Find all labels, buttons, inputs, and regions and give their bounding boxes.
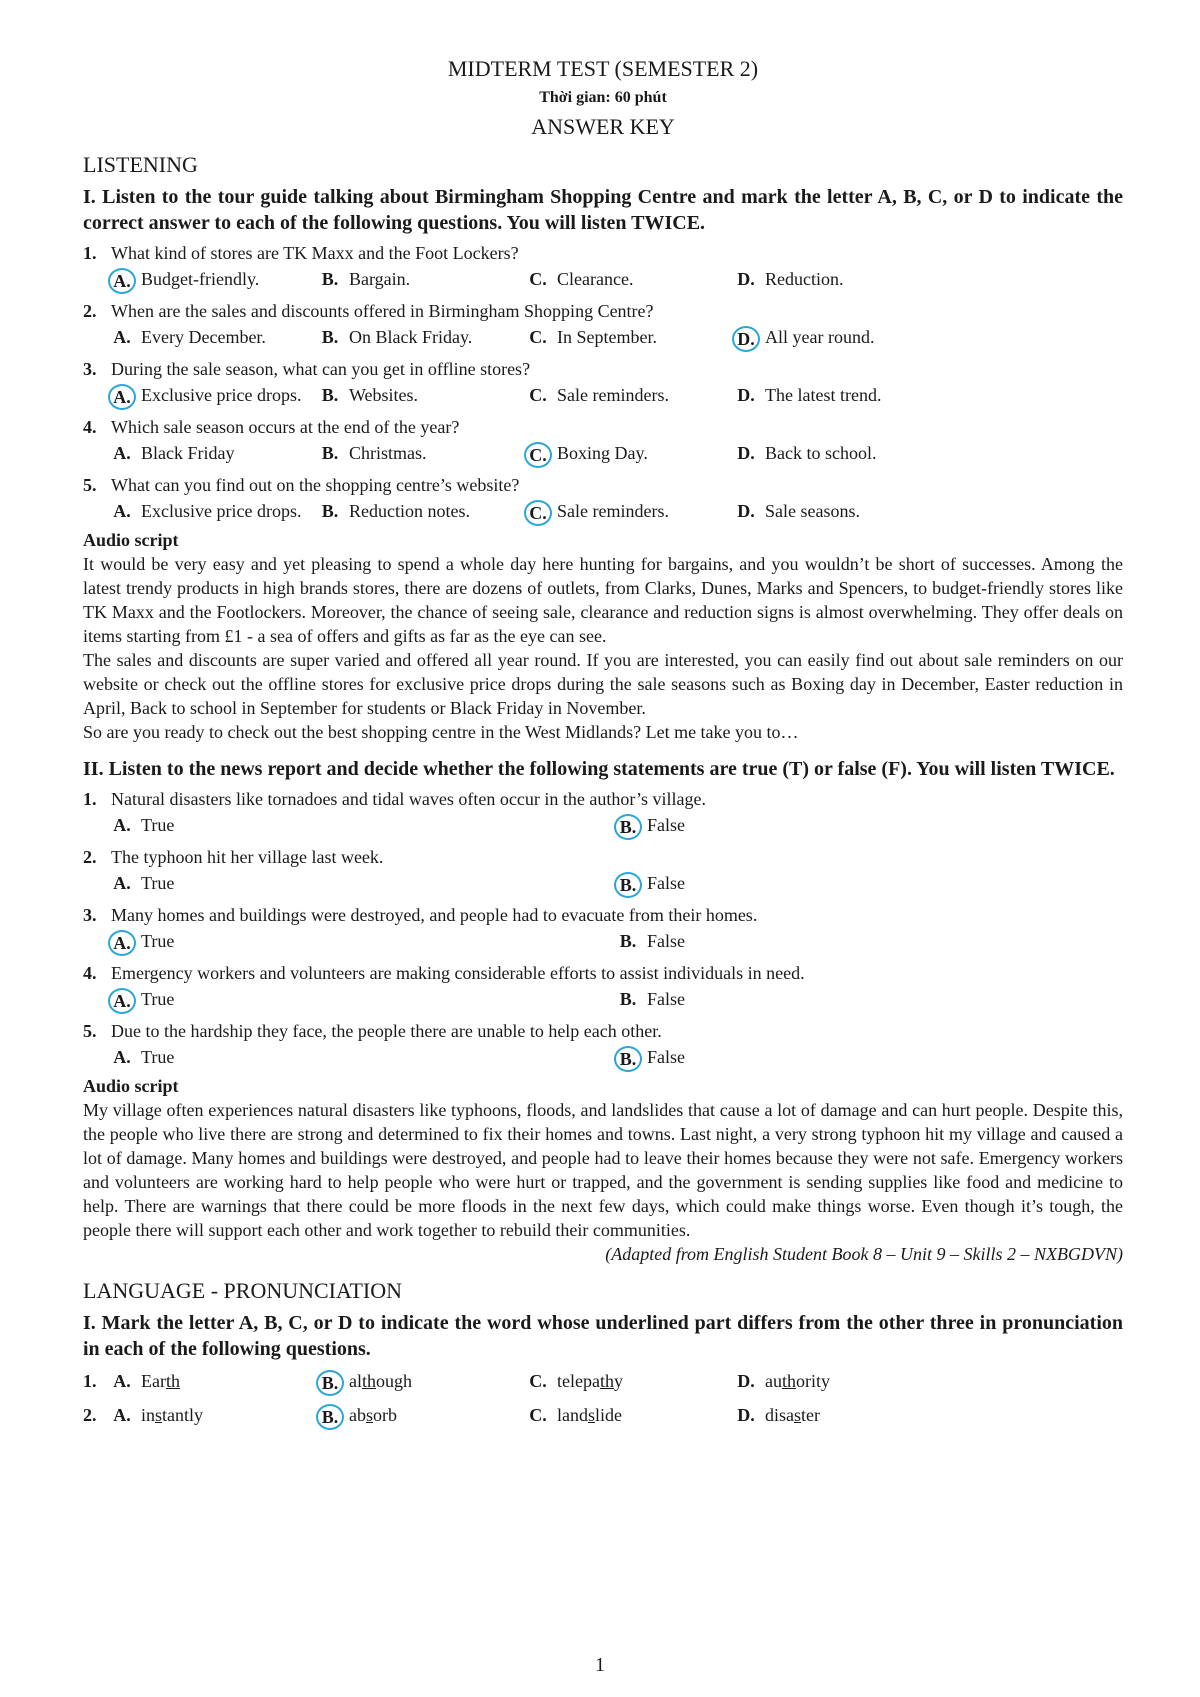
- audio-script-heading-1: Audio script: [83, 530, 179, 550]
- option-letter: A.: [113, 815, 131, 835]
- option-row: [83, 988, 1123, 1014]
- option: [111, 326, 319, 352]
- listening-part2-questions: [83, 786, 1123, 1072]
- answer-circle-letter: A.: [108, 384, 136, 410]
- option-letter: C.: [529, 1371, 547, 1391]
- option-text: Websites.: [349, 385, 419, 405]
- option-letter: B.: [321, 269, 339, 289]
- option-letter: A.: [113, 501, 131, 521]
- option-correct: [111, 988, 617, 1014]
- option-text: True: [141, 989, 175, 1009]
- option: [527, 268, 735, 294]
- option: [111, 500, 319, 526]
- option-text: Sale reminders.: [557, 385, 669, 405]
- option-text: False: [647, 815, 685, 835]
- option-letter: C.: [529, 269, 547, 289]
- option-letter: B.: [321, 327, 339, 347]
- question-number: 5.: [83, 1021, 97, 1041]
- answer-circle-letter: C.: [524, 442, 552, 468]
- option-text: Black Friday: [141, 443, 235, 463]
- option: [527, 384, 735, 410]
- option-word: [141, 1404, 203, 1426]
- underlined-part: s: [155, 1405, 163, 1425]
- option-letter: D.: [737, 269, 755, 289]
- option-correct: [111, 384, 319, 410]
- listening-part1-questions: [83, 240, 1123, 526]
- question-text: During the sale season, what can you get in offline stores?: [111, 359, 531, 379]
- option-text: True: [141, 931, 175, 951]
- option: [735, 268, 943, 294]
- underlined-part: s: [794, 1405, 802, 1425]
- question-text: The typhoon hit her village last week.: [111, 847, 384, 867]
- page-number: 1: [595, 1654, 605, 1676]
- answer-circle-letter: C.: [524, 500, 552, 526]
- option-text: In September.: [557, 327, 657, 347]
- option: [319, 442, 527, 468]
- underlined-part: s: [588, 1405, 596, 1425]
- section-listening: LISTENING: [83, 152, 198, 177]
- question-number: 2.: [83, 847, 97, 867]
- doc-title: MIDTERM TEST (SEMESTER 2): [447, 56, 759, 81]
- option-letter: B.: [321, 443, 339, 463]
- option-text: True: [141, 815, 175, 835]
- option-correct: [735, 326, 943, 352]
- option: [319, 384, 527, 410]
- word-part: ab: [349, 1405, 366, 1425]
- option-letter: A.: [113, 443, 131, 463]
- option-word: [557, 1404, 622, 1426]
- option: [617, 930, 1123, 956]
- option-letter: C.: [529, 385, 547, 405]
- option-row: [83, 268, 1123, 294]
- word-part: lide: [595, 1405, 623, 1425]
- option: [527, 1404, 735, 1430]
- pronunciation-row: [83, 1370, 1123, 1396]
- option-correct: [319, 1370, 527, 1396]
- doc-time: Thời gian: 60 phút: [539, 89, 667, 106]
- word-part: ough: [376, 1371, 413, 1391]
- option: [111, 814, 617, 840]
- option-text: Back to school.: [765, 443, 877, 463]
- question-number: 1.: [83, 243, 97, 263]
- option-text: Exclusive price drops.: [141, 501, 302, 521]
- word-part: tantly: [162, 1405, 204, 1425]
- option: [735, 442, 943, 468]
- option: [111, 1404, 319, 1430]
- script-paragraph: It would be very easy and yet pleasing to spend a whole day here hunting for bargains, and you wouldn’t be short of successes. Among the latest trendy products in high brands stores, there are dozens of outlets, from Clarks, Dunes, Marks and Spencers, to budget-friendly stores like TK Maxx and the Footlockers. Moreover, the chance of seeing sale, clearance and reduction signs is almost overwhelming. They offer deals on items starting from £1 - a sea of offers and gifts as far as the eye can see.: [83, 554, 1123, 646]
- question-stem: [83, 356, 1123, 382]
- answer-circle-letter: B.: [614, 872, 642, 898]
- question-number: 2.: [83, 301, 97, 321]
- option-row: [83, 326, 1123, 352]
- question-text: What kind of stores are TK Maxx and the Foot Lockers?: [111, 243, 519, 263]
- underlined-part: th: [362, 1371, 377, 1391]
- word-part: al: [349, 1371, 362, 1391]
- option: [527, 326, 735, 352]
- option-text: Christmas.: [349, 443, 427, 463]
- option-word: [765, 1370, 830, 1392]
- listening-part1-instruction: I. Listen to the tour guide talking about Birmingham Shopping Centre and mark the letter A, B, C, or D to indicate the correct answer to each of the following questions. You will listen TWICE.: [83, 186, 1123, 234]
- option-row: [83, 814, 1123, 840]
- option: [617, 988, 1123, 1014]
- option-correct: [617, 814, 1123, 840]
- pronunciation-row: [83, 1404, 1123, 1430]
- question-text: Emergency workers and volunteers are making considerable efforts to assist individuals in need.: [111, 963, 805, 983]
- option-text: False: [647, 989, 685, 1009]
- underlined-part: th: [165, 1371, 180, 1391]
- option-letter: D.: [737, 385, 755, 405]
- option: [111, 442, 319, 468]
- question-number: 3.: [83, 905, 97, 925]
- answer-circle-letter: A.: [108, 988, 136, 1014]
- answer-circle-letter: D.: [732, 326, 760, 352]
- option: [111, 1046, 617, 1072]
- option-text: Reduction notes.: [349, 501, 470, 521]
- audio-script-heading-2: Audio script: [83, 1076, 179, 1096]
- option-row: [83, 930, 1123, 956]
- question-stem: [83, 472, 1123, 498]
- option-letter: B.: [619, 989, 637, 1009]
- underlined-part: th: [599, 1371, 614, 1391]
- option: [735, 1370, 943, 1396]
- answer-circle-letter: B.: [316, 1370, 344, 1396]
- option-text: Sale reminders.: [557, 501, 669, 521]
- option-text: False: [647, 931, 685, 951]
- option-letter: A.: [113, 873, 131, 893]
- question-number: 4.: [83, 963, 97, 983]
- option-text: True: [141, 873, 175, 893]
- script-paragraph: So are you ready to check out the best shopping centre in the West Midlands? Let me take you to…: [83, 722, 799, 742]
- option: [319, 500, 527, 526]
- underlined-part: th: [782, 1371, 797, 1391]
- option-text: False: [647, 873, 685, 893]
- question-number: 1.: [83, 1371, 97, 1391]
- question-number: 1.: [83, 789, 97, 809]
- word-part: disa: [765, 1405, 794, 1425]
- word-part: Ear: [141, 1371, 166, 1391]
- option-correct: [527, 500, 735, 526]
- question-stem: [83, 786, 1123, 812]
- option-text: All year round.: [765, 327, 875, 347]
- word-part: in: [141, 1405, 156, 1425]
- option-row: [83, 442, 1123, 468]
- word-part: ority: [796, 1371, 831, 1391]
- option-letter: D.: [737, 1405, 755, 1425]
- option-letter: B.: [321, 385, 339, 405]
- question-stem: [83, 902, 1123, 928]
- option-letter: A.: [113, 1047, 131, 1067]
- word-part: ter: [801, 1405, 820, 1425]
- question-text: Which sale season occurs at the end of the year?: [111, 417, 460, 437]
- question-stem: [83, 1018, 1123, 1044]
- question-stem: [83, 960, 1123, 986]
- question-number: 4.: [83, 417, 97, 437]
- option-text: Bargain.: [349, 269, 411, 289]
- option: [319, 326, 527, 352]
- option-text: On Black Friday.: [349, 327, 473, 347]
- option-correct: [111, 930, 617, 956]
- pronunciation-instruction: I. Mark the letter A, B, C, or D to indicate the word whose underlined part differs from the other three in pronunciation in each of the following questions.: [83, 1312, 1123, 1360]
- option: [735, 1404, 943, 1430]
- question-number: 3.: [83, 359, 97, 379]
- option-text: Exclusive price drops.: [141, 385, 302, 405]
- answer-circle-letter: B.: [614, 814, 642, 840]
- word-part: orb: [373, 1405, 398, 1425]
- question-text: Many homes and buildings were destroyed, and people had to evacuate from their homes.: [111, 905, 758, 925]
- option-letter: A.: [113, 1371, 131, 1391]
- question-text: Due to the hardship they face, the people there are unable to help each other.: [111, 1021, 662, 1041]
- question-stem: [83, 414, 1123, 440]
- pronunciation-questions: [83, 1370, 1123, 1430]
- option-text: Sale seasons.: [765, 501, 860, 521]
- option: [527, 1370, 735, 1396]
- listening-part2-instruction: II. Listen to the news report and decide whether the following statements are true (T) or false (F). You will listen TWICE.: [83, 758, 1115, 780]
- section-pronunciation: LANGUAGE - PRONUNCIATION: [83, 1278, 402, 1303]
- option-letter: B.: [619, 931, 637, 951]
- word-part: telepa: [557, 1371, 600, 1391]
- option-letter: D.: [737, 501, 755, 521]
- option-text: Clearance.: [557, 269, 634, 289]
- script-source: (Adapted from English Student Book 8 – Unit 9 – Skills 2 – NXBGDVN): [605, 1244, 1123, 1264]
- question-text: What can you find out on the shopping centre’s website?: [111, 475, 520, 495]
- option-letter: D.: [737, 1371, 755, 1391]
- question-stem: [83, 240, 1123, 266]
- question-number: 2.: [83, 1405, 97, 1425]
- option: [735, 500, 943, 526]
- audio-script-1: [83, 552, 1123, 744]
- option-correct: [111, 268, 319, 294]
- option-row: [83, 872, 1123, 898]
- answer-circle-letter: B.: [316, 1404, 344, 1430]
- word-part: land: [557, 1405, 588, 1425]
- audio-script-2: My village often experiences natural disasters like typhoons, floods, and landslides that cause a lot of damage and can hurt people. Despite this, the people who live there are strong and determined to fix their homes and towns. Last night, a very strong typhoon hit my village and caused a lot of damage. Many homes and buildings were destroyed, and people had to leave their homes because they were not safe. Emergency workers and volunteers are working hard to help people who were hurt or trapped, and the government is sending supplies like food and medicine to help. There are warnings that there could be more floods in the next few days, which could make things worse. Even though it’s tough, the people there will support each other and work together to rebuild their communities.: [83, 1100, 1123, 1240]
- answer-circle-letter: A.: [108, 268, 136, 294]
- option-text: Reduction.: [765, 269, 844, 289]
- option-word: [349, 1404, 397, 1426]
- option-row: [83, 1046, 1123, 1072]
- option-letter: D.: [737, 443, 755, 463]
- option-letter: A.: [113, 1405, 131, 1425]
- answer-circle-letter: A.: [108, 930, 136, 956]
- word-part: y: [614, 1371, 623, 1391]
- option-word: [349, 1370, 412, 1392]
- option-row: [83, 500, 1123, 526]
- underlined-part: s: [366, 1405, 374, 1425]
- option-letter: A.: [113, 327, 131, 347]
- option-text: Every December.: [141, 327, 266, 347]
- option-word: [557, 1370, 623, 1392]
- option-text: False: [647, 1047, 685, 1067]
- option-text: The latest trend.: [765, 385, 882, 405]
- option-word: [141, 1370, 180, 1392]
- option: [111, 872, 617, 898]
- answer-key-page: [83, 56, 1123, 1430]
- option-text: Budget-friendly.: [141, 269, 260, 289]
- question-text: Natural disasters like tornadoes and tidal waves often occur in the author’s village.: [111, 789, 706, 809]
- question-stem: [83, 844, 1123, 870]
- option-correct: [527, 442, 735, 468]
- option: [111, 1370, 319, 1396]
- word-part: au: [765, 1371, 782, 1391]
- doc-subtitle: ANSWER KEY: [531, 114, 675, 139]
- option-word: [765, 1404, 820, 1426]
- option: [319, 268, 527, 294]
- option-row: [83, 384, 1123, 410]
- question-number: 5.: [83, 475, 97, 495]
- option-correct: [319, 1404, 527, 1430]
- answer-circle-letter: B.: [614, 1046, 642, 1072]
- option-text: Boxing Day.: [557, 443, 648, 463]
- question-text: When are the sales and discounts offered in Birmingham Shopping Centre?: [111, 301, 654, 321]
- option-letter: C.: [529, 327, 547, 347]
- script-paragraph: The sales and discounts are super varied and offered all year round. If you are interested, you can easily find out about sale reminders on our website or check out the offline stores for exclusive price drops during the sale seasons such as Boxing day in December, Easter reduction in April, Back to school in September for students or Black Friday in November.: [83, 650, 1123, 718]
- question-stem: [83, 298, 1123, 324]
- option-correct: [617, 1046, 1123, 1072]
- option-text: True: [141, 1047, 175, 1067]
- option-letter: C.: [529, 1405, 547, 1425]
- option-correct: [617, 872, 1123, 898]
- option-letter: B.: [321, 501, 339, 521]
- option: [735, 384, 943, 410]
